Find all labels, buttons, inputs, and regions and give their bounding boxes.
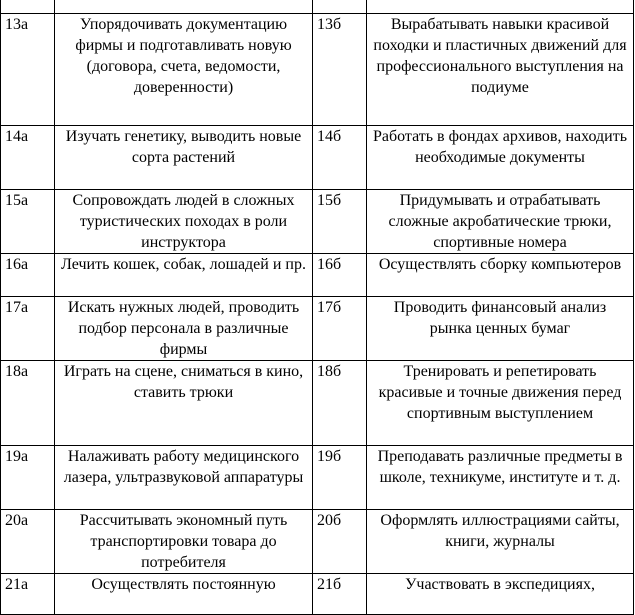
item-text-b: Работать в фондах архивов, находить необходимые документы bbox=[367, 126, 634, 190]
item-number-a: 15а bbox=[1, 190, 55, 254]
item-number-a: 21а bbox=[1, 574, 55, 615]
item-text-a: Осуществлять постоянную bbox=[55, 574, 313, 615]
item-text-a: Изучать генетику, выводить новые сорта растений bbox=[55, 126, 313, 190]
item-text-b: Придумывать и отрабатывать сложные акробатические трюки, спортивные номера bbox=[367, 190, 634, 254]
item-number-a: 14а bbox=[1, 126, 55, 190]
table-row-fragment bbox=[1, 0, 634, 14]
item-text-b: Тренировать и репетировать красивые и точные движения перед спортивным выступлением bbox=[367, 361, 634, 446]
item-text-a: Сопровождать людей в сложных туристических походах в роли инструктора bbox=[55, 190, 313, 254]
table-row bbox=[1, 446, 634, 510]
item-text-a: Рассчитывать экономный путь транспортировки товара до потребителя bbox=[55, 510, 313, 574]
item-number-b: 20б bbox=[313, 510, 367, 574]
item-number-b: 15б bbox=[313, 190, 367, 254]
item-text-b: Осуществлять сборку компьютеров bbox=[367, 254, 634, 297]
item-text-a: Искать нужных людей, проводить подбор персонала в различные фирмы bbox=[55, 297, 313, 361]
item-text-b: Вырабатывать навыки красивой походки и пластичных движений для профессионального выступления на подиуме bbox=[367, 14, 634, 126]
item-number-a: 16а bbox=[1, 254, 55, 297]
cell-empty bbox=[313, 0, 367, 14]
item-text-b: Оформлять иллюстрациями сайты, книги, журналы bbox=[367, 510, 634, 574]
item-text-b: Проводить финансовый анализ рынка ценных бумаг bbox=[367, 297, 634, 361]
item-number-a: 20а bbox=[1, 510, 55, 574]
item-number-a: 17а bbox=[1, 297, 55, 361]
item-number-b: 21б bbox=[313, 574, 367, 615]
cell-fragment bbox=[55, 0, 313, 14]
item-text-a: Упорядочивать документацию фирмы и подготавливать новую (договора, счета, ведомости, доверенности) bbox=[55, 14, 313, 126]
table-row bbox=[1, 190, 634, 254]
table-row bbox=[1, 510, 634, 574]
table-row bbox=[1, 126, 634, 190]
table-row bbox=[1, 574, 634, 615]
item-number-b: 13б bbox=[313, 14, 367, 126]
table-row bbox=[1, 14, 634, 126]
cell-empty bbox=[1, 0, 55, 14]
item-number-a: 18а bbox=[1, 361, 55, 446]
item-number-b: 17б bbox=[313, 297, 367, 361]
item-number-a: 13а bbox=[1, 14, 55, 126]
item-number-b: 14б bbox=[313, 126, 367, 190]
table-row bbox=[1, 361, 634, 446]
item-text-a: Налаживать работу медицинского лазера, ультразвуковой аппаратуры bbox=[55, 446, 313, 510]
item-text-b: Преподавать различные предметы в школе, техникуме, институте и т. д. bbox=[367, 446, 634, 510]
item-number-b: 19б bbox=[313, 446, 367, 510]
item-text-a: Играть на сцене, сниматься в кино, ставить трюки bbox=[55, 361, 313, 446]
table-row bbox=[1, 254, 634, 297]
item-number-a: 19а bbox=[1, 446, 55, 510]
cell-empty bbox=[367, 0, 634, 14]
item-text-a: Лечить кошек, собак, лошадей и пр. bbox=[55, 254, 313, 297]
item-text-b: Участвовать в экспедициях, bbox=[367, 574, 634, 615]
item-number-b: 18б bbox=[313, 361, 367, 446]
item-number-b: 16б bbox=[313, 254, 367, 297]
table-row bbox=[1, 297, 634, 361]
